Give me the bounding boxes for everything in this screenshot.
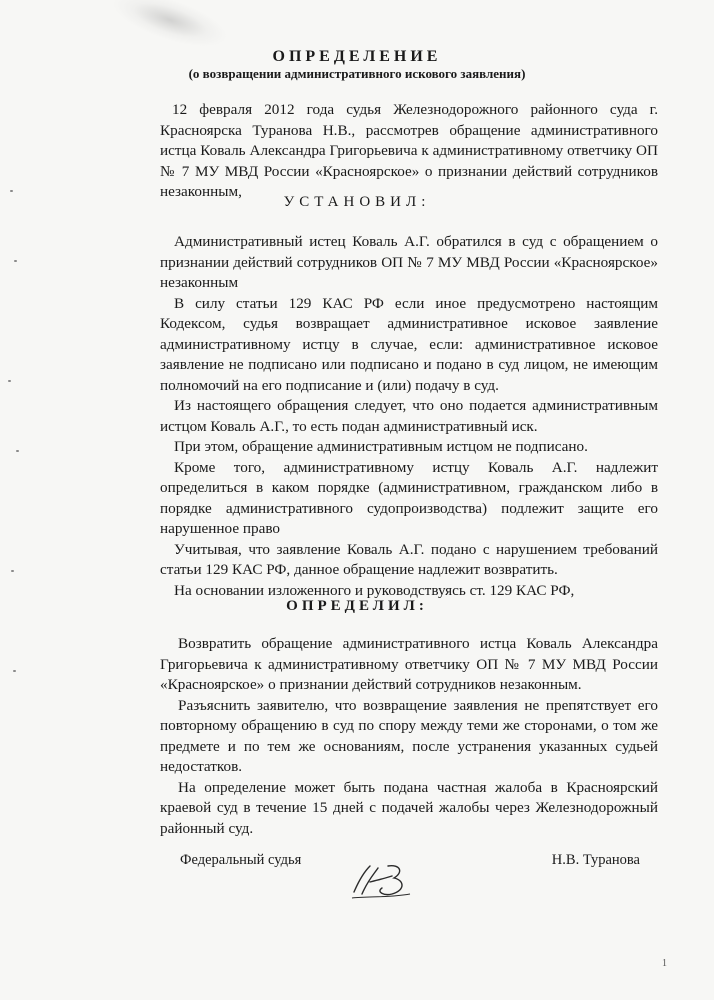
- document-subtitle: (о возвращении административного искового заявления): [188, 66, 526, 81]
- intro-text: 12 февраля 2012 года судья Железнодорожного районного суда г. Красноярска Туранова Н.В., рассмотрев обращение административного истца Коваль Александра Григорьевича к административному ответчику ОП № 7 МУ МВД России «Красноярское» о признании действий сотрудников незаконным,: [160, 101, 658, 200]
- handwritten-signature: [348, 858, 418, 902]
- established-paragraph: Учитывая, что заявление Коваль А.Г. подано с нарушением требований статьи 129 КАС РФ, данное обращение надлежит возвратить.: [160, 540, 658, 578]
- decided-paragraph: Разъяснить заявителю, что возвращение заявления не препятствует его повторному обращению в суд по спору между теми же сторонами, о том же предмете и по тем же основаниям, после устранения указанных судьей недостатков.: [160, 696, 658, 775]
- document-title: ОПРЕДЕЛЕНИЕ: [272, 48, 442, 65]
- heading-decided: ОПРЕДЕЛИЛ:: [286, 598, 428, 614]
- heading-established: УСТАНОВИЛ:: [283, 194, 431, 210]
- scan-edge-marks: [4, 150, 26, 710]
- page-number: 1: [662, 958, 667, 969]
- established-section: [160, 232, 658, 601]
- signature-block: [180, 852, 640, 912]
- decided-section: [160, 634, 658, 839]
- established-paragraph: В силу статьи 129 КАС РФ если иное предусмотрено настоящим Кодексом, судья возвращает административное исковое заявление административному истцу в случае, если: административное исковое заявление не подписано или подписано и подано в суд лицом, не имеющим полномочий на его подписание и (или) подачу в суд.: [160, 294, 658, 394]
- established-paragraph: Кроме того, административному истцу Коваль А.Г. надлежит определиться в каком порядке (административном, гражданском либо в порядке административного судопроизводства) подлежит защите его нарушенное право: [160, 458, 658, 537]
- decided-paragraph: На определение может быть подана частная жалоба в Красноярский краевой суд в течение 15 дней с подачей жалобы через Железнодорожный районный суд.: [160, 778, 658, 837]
- judge-name: Н.В. Туранова: [551, 852, 640, 868]
- decided-paragraph: Возвратить обращение административного истца Коваль Александра Григорьевича к административному ответчику ОП № 7 МУ МВД России «Красноярское» о признании действий сотрудников незаконным.: [160, 635, 658, 693]
- established-paragraph: Административный истец Коваль А.Г. обратился в суд с обращением о признании действий сотрудников ОП № 7 МУ МВД России «Красноярское» незаконным: [160, 233, 658, 291]
- judge-position: Федеральный судья: [180, 852, 302, 868]
- established-paragraph: При этом, обращение административным истцом не подписано.: [174, 438, 588, 455]
- intro-paragraph: [160, 100, 658, 203]
- established-paragraph: Из настоящего обращения следует, что оно подается административным истцом Коваль А.Г., то есть подан административный иск.: [160, 397, 658, 435]
- established-paragraph: На основании изложенного и руководствуясь ст. 129 КАС РФ,: [174, 581, 575, 599]
